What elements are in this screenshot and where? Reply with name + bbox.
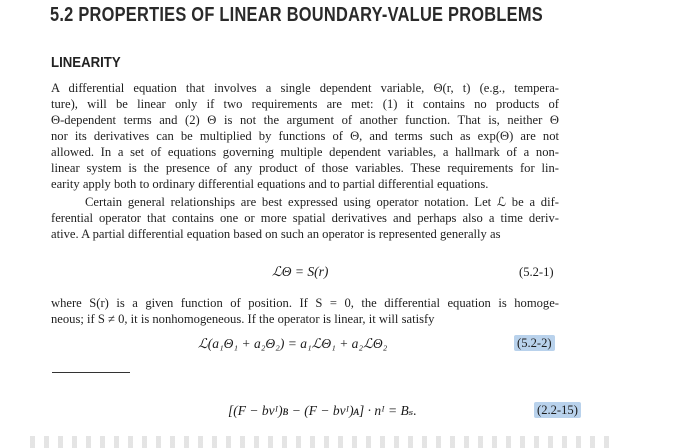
equation-number-2-2-15-highlighted[interactable] <box>534 403 581 418</box>
section-header: 5.2 PROPERTIES OF LINEAR BOUNDARY-VALUE PROBLEMS <box>50 4 543 26</box>
equation-5-2-1: ℒΘ = S(r) <box>272 264 329 279</box>
equation-number-5-2-2-highlighted[interactable] <box>514 336 555 351</box>
paragraph-line: where S(r) is a given function of position. If S = 0, the differential equation is homoge- <box>51 296 559 310</box>
paragraph-line: neous; if S ≠ 0, it is nonhomogeneous. If the operator is linear, it will satisfy <box>51 312 435 326</box>
cut-off-text-line <box>30 436 610 448</box>
subheading-linearity: LINEARITY <box>51 54 121 71</box>
paragraph-line: Certain general relationships are best expressed using operator notation. Let ℒ be a dif- <box>85 195 559 209</box>
equation-2-2-15: [(F − bvᴵ)ʙ − (F − bvᴵ)ᴀ] · nᴵ = Bₛ. <box>228 403 417 418</box>
equation-number-5-2-1: (5.2-1) <box>519 265 554 279</box>
highlight-5-2-2: (5.2-2) <box>514 335 555 351</box>
highlight-2-2-15: (2.2-15) <box>534 402 581 418</box>
paragraph-line: ative. A partial differential equation based on such an operator is represented generally as <box>51 227 501 241</box>
paragraph-line: ture), will be linear only if two requirements are met: (1) it contains no products of <box>51 97 559 111</box>
paragraph-line: Θ-dependent terms and (2) Θ is not the argument of another function. That is, neither Θ <box>51 113 559 127</box>
equation-5-2-2: ℒ(a₁Θ₁ + a₂Θ₂) = a₁ℒΘ₁ + a₂ℒΘ₂ <box>198 336 388 351</box>
paragraph-line: linear system is the presence of any product of those variables. These requirements for lin- <box>51 161 559 175</box>
paragraph-line: earity apply both to ordinary differential equations and to partial differential equations. <box>51 177 489 191</box>
paragraph-line: A differential equation that involves a single dependent variable, Θ(r, t) (e.g., tempera- <box>51 81 559 95</box>
paragraph-line: nor its derivatives can be multiplied by functions of Θ, and terms such as exp(Θ) are not <box>51 129 559 143</box>
paragraph-line: ferential operator that contains one or more spatial derivatives and perhaps also a time deriv- <box>51 211 559 225</box>
footnote-rule <box>52 372 130 373</box>
paragraph-line: allowed. In a set of equations governing multiple dependent variables, a hallmark of a non- <box>51 145 559 159</box>
